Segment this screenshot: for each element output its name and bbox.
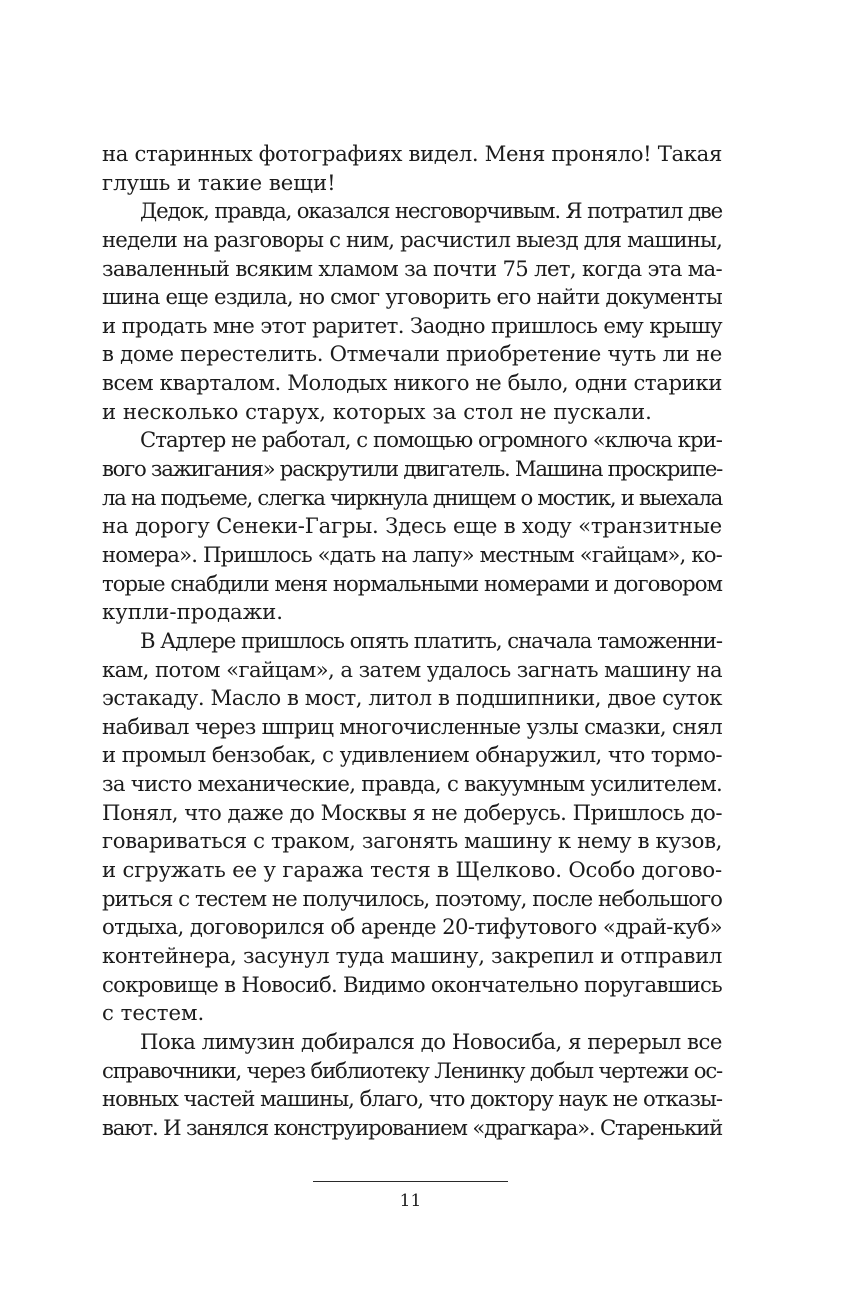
- text-line: на дорогу Сенеки-Гагры. Здесь еще в ходу «транзитные: [102, 513, 723, 539]
- text-line: Стартер не работал, с помощью огромного «ключа кри-: [140, 427, 723, 453]
- text-line: с тестем.: [102, 1000, 205, 1026]
- page-body-text: [102, 140, 722, 1142]
- footer-divider: [313, 1181, 508, 1182]
- text-line: справочники, через библиотеку Ленинку добыл чертежи ос-: [102, 1057, 722, 1083]
- text-line: новных частей машины, благо, что доктору наук не отказы-: [102, 1086, 723, 1112]
- text-line: и несколько старух, которых за стол не пускали.: [102, 398, 652, 424]
- text-line: номера». Пришлось «дать на лапу» местным «гайцам», ко-: [102, 541, 722, 567]
- text-line: Дедок, правда, оказался несговорчивым. Я потратил две: [140, 198, 722, 224]
- text-line: вого зажигания» раскрутили двигатель. Машина проскрипе-: [102, 456, 722, 482]
- text-line: на старинных фотографиях видел. Меня проняло! Такая: [102, 141, 722, 166]
- text-line: за чисто механические, правда, с вакуумным усилителем.: [102, 771, 723, 797]
- text-line: глушь и такие вещи!: [102, 169, 336, 195]
- text-line: ла на подъеме, слегка чиркнула днищем о мостик, и выехала: [102, 484, 722, 510]
- text-line: и сгружать ее у гаража тестя в Щелково. Особо догово-: [102, 857, 723, 883]
- text-line: В Адлере пришлось опять платить, сначала таможенни-: [140, 627, 723, 653]
- text-line: в доме перестелить. Отмечали приобретение чуть ли не: [102, 341, 722, 367]
- text-line: недели на разговоры с ним, расчистил выезд для машины,: [102, 226, 722, 252]
- text-line: шина еще ездила, но смог уговорить его найти документы: [102, 284, 722, 310]
- text-line: и продать мне этот раритет. Заодно пришлось ему крышу: [102, 312, 723, 338]
- text-line: заваленный всяким хламом за почти 75 лет, когда эта ма-: [102, 255, 722, 281]
- text-line: вают. И занялся конструированием «драгкара». Старенький: [102, 1114, 723, 1140]
- text-line: контейнера, засунул туда машину, закрепил и отправил: [102, 942, 722, 968]
- text-line: и промыл бензобак, с удивлением обнаружил, что тормо-: [102, 742, 723, 768]
- text-line: говариваться с траком, загонять машину к нему в кузов,: [102, 828, 722, 854]
- text-line: кам, потом «гайцам», а затем удалось загнать машину на: [102, 656, 723, 682]
- text-line: Пока лимузин добирался до Новосиба, я перерыл все: [140, 1028, 722, 1054]
- text-line: всем кварталом. Молодых никого не было, одни старики: [102, 370, 722, 396]
- text-line: риться с тестем не получилось, поэтому, после небольшого: [102, 885, 722, 911]
- text-line: купли-продажи.: [102, 599, 284, 625]
- text-line: торые снабдили меня нормальными номерами и договором: [102, 570, 722, 596]
- text-line: сокровище в Новосиб. Видимо окончательно поругавшись: [102, 971, 722, 997]
- page-number: 11: [399, 1191, 422, 1211]
- text-line: отдыха, договорился об аренде 20-тифутового «драй-куб»: [102, 914, 722, 940]
- text-line: набивал через шприц многочисленные узлы смазки, снял: [102, 713, 723, 739]
- text-line: эстакаду. Масло в мост, литол в подшипники, двое суток: [102, 685, 722, 711]
- text-line: Понял, что даже до Москвы я не доберусь. Пришлось до-: [102, 799, 722, 825]
